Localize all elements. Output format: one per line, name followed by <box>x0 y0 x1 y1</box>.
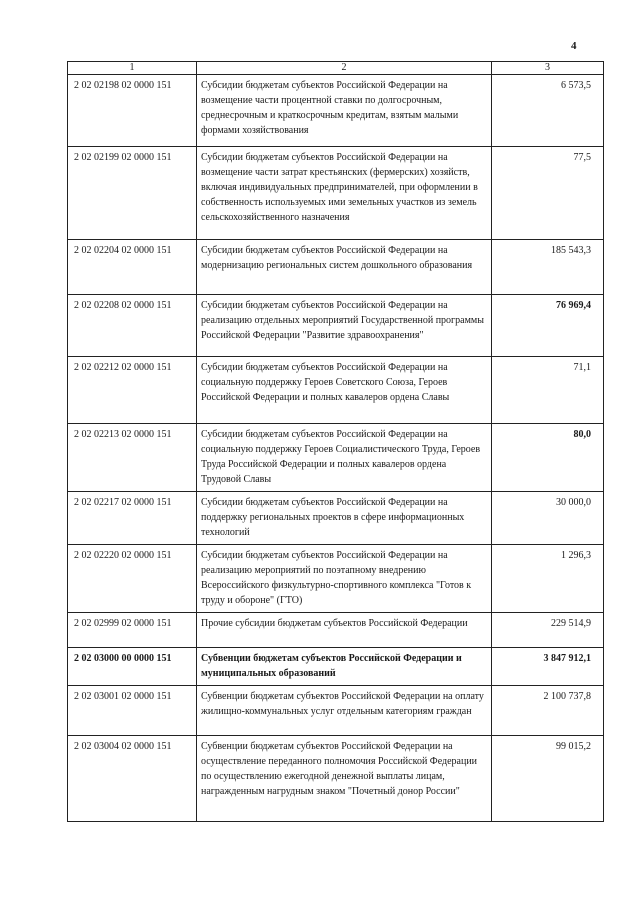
page-number: 4 <box>571 40 577 52</box>
budget-description: Субвенции бюджетам субъектов Российской Федерации на осуществление переданного полномочия Российской Федерации по осуществлению ежегодной денежной выплаты лицам, награжденным нагрудным знаком "Почетный донор России" <box>197 736 492 822</box>
table-header-row <box>68 62 604 75</box>
budget-description: Субсидии бюджетам субъектов Российской Федерации на реализацию отдельных мероприятий Государственной программы Российской Федерации "Развитие здравоохранения" <box>197 295 492 357</box>
budget-code: 2 02 03000 00 0000 151 <box>68 648 197 686</box>
budget-amount: 2 100 737,8 <box>492 686 604 736</box>
budget-code: 2 02 02999 02 0000 151 <box>68 613 197 648</box>
budget-code: 2 02 03004 02 0000 151 <box>68 736 197 822</box>
budget-code: 2 02 02198 02 0000 151 <box>68 75 197 147</box>
budget-amount: 185 543,3 <box>492 240 604 295</box>
budget-amount: 71,1 <box>492 357 604 424</box>
budget-amount: 3 847 912,1 <box>492 648 604 686</box>
table-row <box>68 545 604 613</box>
budget-code: 2 02 02212 02 0000 151 <box>68 357 197 424</box>
table-row <box>68 648 604 686</box>
budget-description: Субвенции бюджетам субъектов Российской Федерации на оплату жилищно-коммунальных услуг отдельным категориям граждан <box>197 686 492 736</box>
budget-amount: 76 969,4 <box>492 295 604 357</box>
budget-code: 2 02 02213 02 0000 151 <box>68 424 197 492</box>
budget-code: 2 02 02208 02 0000 151 <box>68 295 197 357</box>
budget-description: Прочие субсидии бюджетам субъектов Российской Федерации <box>197 613 492 648</box>
table-row <box>68 147 604 240</box>
budget-amount: 6 573,5 <box>492 75 604 147</box>
budget-amount: 80,0 <box>492 424 604 492</box>
budget-code: 2 02 02199 02 0000 151 <box>68 147 197 240</box>
budget-description: Субсидии бюджетам субъектов Российской Федерации на реализацию мероприятий по поэтапному внедрению Всероссийского физкультурно-спортивного комплекса "Готов к труду и обороне" (ГТО) <box>197 545 492 613</box>
budget-amount: 30 000,0 <box>492 492 604 545</box>
table-row <box>68 424 604 492</box>
table-row <box>68 240 604 295</box>
budget-description: Субсидии бюджетам субъектов Российской Федерации на социальную поддержку Героев Социалистического Труда, Героев Труда Российской Федерации и полных кавалеров ордена Трудовой Славы <box>197 424 492 492</box>
table-row <box>68 613 604 648</box>
budget-description: Субсидии бюджетам субъектов Российской Федерации на возмещение части затрат крестьянских (фермерских) хозяйств, включая индивидуальных предпринимателей, при оформлении в собственность используемых ими земельных участков из земель сельскохозяйственного назначения <box>197 147 492 240</box>
budget-code: 2 02 02204 02 0000 151 <box>68 240 197 295</box>
table-row <box>68 686 604 736</box>
table-row <box>68 75 604 147</box>
budget-description: Субсидии бюджетам субъектов Российской Федерации на модернизацию региональных систем дошкольного образования <box>197 240 492 295</box>
column-header-3: 3 <box>492 62 604 75</box>
budget-amount: 99 015,2 <box>492 736 604 822</box>
budget-amount: 1 296,3 <box>492 545 604 613</box>
column-header-1: 1 <box>68 62 197 75</box>
budget-description: Субсидии бюджетам субъектов Российской Федерации на социальную поддержку Героев Советского Союза, Героев Российской Федерации и полных кавалеров ордена Славы <box>197 357 492 424</box>
budget-description: Субвенции бюджетам субъектов Российской Федерации и муниципальных образований <box>197 648 492 686</box>
budget-code: 2 02 03001 02 0000 151 <box>68 686 197 736</box>
budget-amount: 77,5 <box>492 147 604 240</box>
table-row <box>68 357 604 424</box>
table-row <box>68 295 604 357</box>
budget-amount: 229 514,9 <box>492 613 604 648</box>
column-header-2: 2 <box>197 62 492 75</box>
budget-table <box>67 61 604 822</box>
budget-code: 2 02 02217 02 0000 151 <box>68 492 197 545</box>
budget-description: Субсидии бюджетам субъектов Российской Федерации на возмещение части процентной ставки по долгосрочным, среднесрочным и краткосрочным кредитам, взятым малыми формами хозяйствования <box>197 75 492 147</box>
table-row <box>68 736 604 822</box>
budget-code: 2 02 02220 02 0000 151 <box>68 545 197 613</box>
budget-description: Субсидии бюджетам субъектов Российской Федерации на поддержку региональных проектов в сфере информационных технологий <box>197 492 492 545</box>
table-row <box>68 492 604 545</box>
